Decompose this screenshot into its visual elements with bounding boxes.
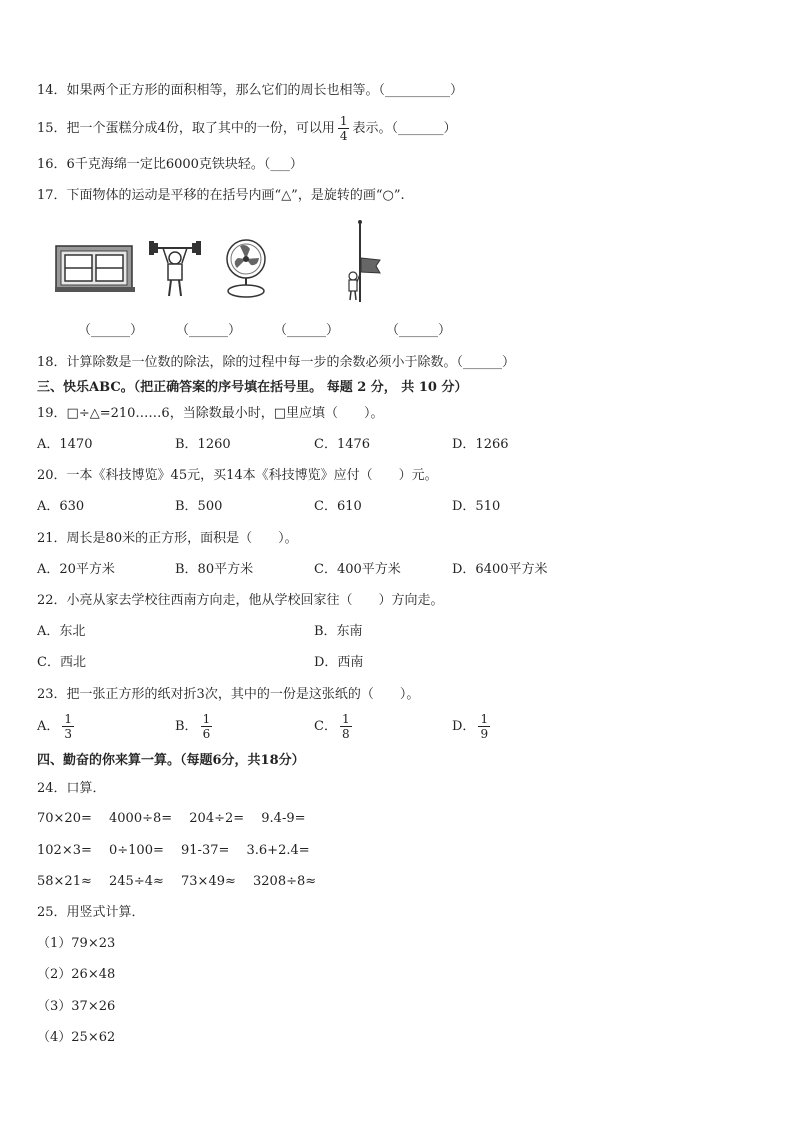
q23-option-a-fraction xyxy=(62,712,74,741)
q24-row-2: 102×3= 0÷100= 91-37= 3.6+2.4= xyxy=(37,843,310,858)
q17-blank-1: （______） xyxy=(78,323,144,338)
q22-option-a: A．东北 xyxy=(37,624,86,639)
q23-option-a xyxy=(37,712,77,741)
q18: 18．计算除数是一位数的除法，除的过程中每一步的余数必须小于除数。（______） xyxy=(37,355,516,370)
q23-option-b xyxy=(175,712,215,741)
q23-option-c-label: C． xyxy=(314,719,337,734)
q20: 20．一本《科技博览》45元，买14本《科技博览》应付（ ）元。 xyxy=(37,468,438,483)
q23-option-c xyxy=(314,712,355,741)
q20-option-d: D．510 xyxy=(452,499,501,514)
q23-option-d-fraction xyxy=(478,712,490,741)
flag-raising-icon xyxy=(340,218,386,304)
q21-option-b: B．80平方米 xyxy=(175,562,254,577)
weightlifter-icon xyxy=(145,236,205,300)
q22-option-c: C．西北 xyxy=(37,655,86,670)
q15-fraction-numerator: 1 xyxy=(339,114,348,128)
q17-blank-3: （______） xyxy=(274,323,340,338)
fraction-numerator: 1 xyxy=(202,712,211,726)
q25: 25．用竖式计算． xyxy=(37,905,145,920)
q21-option-d: D．6400平方米 xyxy=(452,562,548,577)
fraction-denominator: 8 xyxy=(341,727,350,741)
q17-blank-2: （______） xyxy=(176,323,242,338)
q19: 19．□÷△=210……6，当除数最小时，□里应填（ ）。 xyxy=(37,406,384,421)
q17: 17．下面物体的运动是平移的在括号内画“△”，是旋转的画“○”. xyxy=(37,188,405,203)
q20-option-b: B．500 xyxy=(175,499,223,514)
q15-text-pre: 15．把一个蛋糕分成4份，取了其中的一份，可以用 xyxy=(37,121,335,136)
q20-option-c: C．610 xyxy=(314,499,362,514)
q21: 21．周长是80米的正方形，面积是（ ）。 xyxy=(37,531,298,546)
fraction-numerator: 1 xyxy=(64,712,73,726)
q17-blank-4: （______） xyxy=(386,323,452,338)
fan-icon xyxy=(222,237,270,299)
fraction-numerator: 1 xyxy=(341,712,350,726)
q22: 22．小亮从家去学校往西南方向走，他从学校回家往（ ）方向走。 xyxy=(37,593,444,608)
section-3-heading: 三、快乐ABC。（把正确答案的序号填在括号里。 每题 2 分， 共 10 分） xyxy=(37,380,468,395)
q24: 24．口算． xyxy=(37,781,106,796)
fraction-denominator: 6 xyxy=(202,727,211,741)
q19-option-a: A．1470 xyxy=(37,437,93,452)
fraction-numerator: 1 xyxy=(480,712,489,726)
q23-option-d-label: D． xyxy=(452,719,476,734)
q15-fraction-denominator: 4 xyxy=(339,129,348,143)
q22-option-b: B．东南 xyxy=(314,624,363,639)
section-4-heading: 四、勤奋的你来算一算。（每题6分，共18分） xyxy=(37,753,305,768)
q22-option-d: D．西南 xyxy=(314,655,364,670)
q19-option-b: B．1260 xyxy=(175,437,231,452)
fraction-denominator: 9 xyxy=(480,727,489,741)
q20-option-a: A．630 xyxy=(37,499,85,514)
q15-text-post: 表示。（_______） xyxy=(352,121,457,136)
q15-fraction xyxy=(338,114,350,143)
q16: 16．6千克海绵一定比6000克铁块轻。（___） xyxy=(37,157,303,172)
q21-option-c: C．400平方米 xyxy=(314,562,401,577)
q23-option-b-label: B． xyxy=(175,719,198,734)
q25-item-4: （4）25×62 xyxy=(37,1030,116,1045)
fraction-denominator: 3 xyxy=(64,727,73,741)
q15 xyxy=(37,114,456,143)
q24-row-1: 70×20= 4000÷8= 204÷2= 9.4-9= xyxy=(37,811,306,826)
q19-option-d: D．1266 xyxy=(452,437,509,452)
window-icon xyxy=(55,243,135,293)
q25-item-3: （3）37×26 xyxy=(37,999,116,1014)
q23-option-a-label: A． xyxy=(37,719,60,734)
q23-option-b-fraction xyxy=(201,712,213,741)
q23-option-c-fraction xyxy=(340,712,352,741)
q25-item-1: （1）79×23 xyxy=(37,936,116,951)
q23-option-d xyxy=(452,712,493,741)
q25-item-2: （2）26×48 xyxy=(37,967,116,982)
q24-row-3: 58×21≈ 245÷4≈ 73×49≈ 3208÷8≈ xyxy=(37,874,317,889)
q14: 14．如果两个正方形的面积相等，那么它们的周长也相等。（__________） xyxy=(37,83,464,98)
q21-option-a: A．20平方米 xyxy=(37,562,115,577)
q23: 23．把一张正方形的纸对折3次，其中的一份是这张纸的（ ）。 xyxy=(37,687,420,702)
q19-option-c: C．1476 xyxy=(314,437,371,452)
